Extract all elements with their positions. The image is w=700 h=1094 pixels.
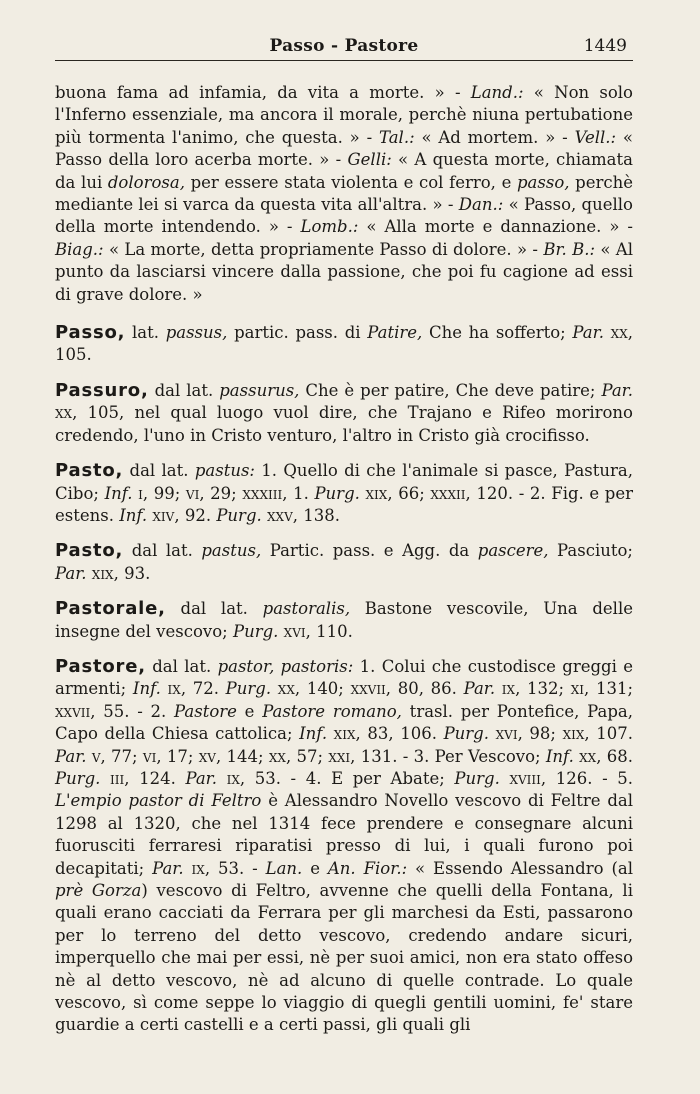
roman-numeral: xix [86,563,114,583]
text-run: lat. [125,323,166,343]
text-run: , 140; [294,679,351,699]
text-run: dal lat. [148,380,220,400]
continued-paragraph [55,82,633,306]
entry-headword: Pastore, [55,655,146,677]
text-run: perchè mediante lei si varca da questa vita all'altra. » - [55,172,633,215]
italic-text: pastoralis, [262,599,351,619]
roman-numeral: xx [268,746,286,766]
italic-text: Par. [55,746,87,766]
text-run: 1. Colui che custodisce greggi e armenti; [55,656,634,699]
text-run: , 72. [180,679,226,699]
dictionary-entry [55,656,633,1037]
roman-numeral: xvi [489,724,518,744]
italic-text: Par. [601,380,634,400]
entry-headword: Pasto, [55,540,124,562]
text-run: « Alla morte e dannazione. » - [358,217,633,237]
roman-numeral: xx [603,323,628,343]
text-run: , 29; [199,483,243,503]
italic-text: passurus, [219,380,300,400]
roman-numeral: xix [562,724,585,744]
roman-numeral: xxvii [55,701,91,721]
running-title: Passo - Pastore [269,36,419,56]
text-run: e [302,858,328,878]
text-run: , 124. [124,768,186,788]
roman-numeral: vi [142,746,157,766]
text-run: « Ad mortem. » - [414,127,575,147]
text-run: Bastone vescovile, Una delle insegne del vescovo; [55,599,634,641]
entry-headword: Pasto, [55,460,124,482]
text-run: partic. pass. di [227,323,368,343]
dictionary-entry [55,322,633,367]
dictionary-entry [55,460,633,527]
italic-text: Gelli: [347,150,392,170]
text-run: , 98; [517,724,563,744]
text-run: per essere stata violenta e col ferro, e [184,172,517,192]
roman-numeral: i [132,483,143,503]
page-number: 1449 [583,36,627,56]
dictionary-entry [55,598,633,643]
text-run: buona fama ad infamia, da vita a morte. » - [55,83,471,102]
entries-list [55,322,633,1037]
text-run: , 53. - [204,858,266,878]
text-run: Che è per patire, Che deve patire; [299,380,602,400]
text-run: , 66; [387,483,431,503]
text-run: dal lat. [123,541,202,561]
entry-headword: Pastorale, [55,598,166,620]
italic-text: Biag.: [55,239,104,259]
text-run: , 55. - 2. [90,701,175,721]
italic-text: An. Fior.: [327,858,408,878]
roman-numeral: vi [185,483,200,503]
italic-text: Inf. [299,724,328,744]
dictionary-page [55,0,633,1094]
text-run: , 80, 86. [385,679,464,699]
roman-numeral: ix [183,858,205,878]
italic-text: Inf. [545,746,574,766]
italic-text: Land.: [470,83,524,102]
text-run: , 68. [596,746,634,766]
roman-numeral: ix [160,679,181,699]
roman-numeral: xviii [499,768,541,788]
italic-text: Par. [185,768,217,788]
italic-text: pascere, [477,541,549,561]
text-run: « La morte, detta propriamente Passo di dolore. » - [103,239,544,259]
text-run: dal lat. [145,656,218,676]
italic-text: prè Gorza [55,881,142,900]
entry-headword: Passuro, [55,379,149,401]
italic-text: L'empio pastor di Feltro [55,791,262,811]
text-run: dal lat. [123,461,195,481]
text-run: è Alessandro Novello vescovo di Feltre dal 1298 al 1320, che nel 1314 fece prendere e consegnare alcuni fuorusciti ferraresi riparatisi presso di lui, i quali furono poi decapitati; [55,791,634,878]
roman-numeral: xv [198,746,216,766]
text-run: , 131. - 3. Per Vescovo; [350,746,546,766]
text-run: Pasciuto; [548,541,633,561]
text-run: , 126. - 5. [540,768,633,788]
text-run: , 110. [305,621,353,641]
roman-numeral: xxv [261,505,293,525]
roman-numeral: xxxiii [242,483,283,503]
roman-numeral: ix [216,768,240,788]
page-body [55,82,633,1037]
roman-numeral: xx [55,403,73,423]
roman-numeral: xxvii [350,679,386,699]
text-run: , 132; [515,679,571,699]
text-run: « Essendo Alessandro (al [407,858,634,878]
roman-numeral: xx [573,746,597,766]
dictionary-entry [55,540,633,585]
text-run: « Al punto da lasciarsi vincere dalla passione, che poi fu cagione ad essi di grave dolore. » [55,239,633,304]
text-run: , 107. [584,724,633,744]
roman-numeral: ix [495,679,516,699]
dictionary-entry [55,380,633,447]
italic-text: pastus: [194,461,255,481]
italic-text: Purg. [225,679,272,699]
italic-text: Inf. [132,679,161,699]
italic-text: Par. [572,323,604,343]
italic-text: passus, [165,323,228,343]
text-run: « Non solo l'Inferno essenziale, ma ancora il morale, perchè niuna pertubatione più tormenta l'animo, che questa. » - [55,83,633,147]
text-run: , 144; [215,746,269,766]
italic-text: dolorosa, [107,172,185,192]
italic-text: pastor, pastoris: [217,656,354,676]
italic-text: Par. [463,679,496,699]
italic-text: Purg. [232,621,279,641]
text-run: e [236,701,263,721]
italic-text: pastus, [201,541,262,561]
text-run: , 83, 106. [355,724,444,744]
text-run: , 105. [55,323,633,365]
italic-text: Purg. [314,483,360,503]
italic-text: Pastore [174,701,237,721]
italic-text: Inf. [104,483,133,503]
italic-text: passo, [516,172,570,192]
text-run: « Passo della loro acerba morte. » - [55,127,634,170]
roman-numeral: xvi [278,621,306,641]
roman-numeral: xxxii [430,483,466,503]
roman-numeral: xiv [147,505,175,525]
italic-text: Br. B.: [543,239,596,259]
italic-text: Purg. [216,505,262,525]
text-run: , 105, nel qual luogo vuol dire, che Trajano e Rifeo morirono credendo, l'uno in Cristo venturo, l'altro in Cristo già crocifisso. [55,403,633,445]
italic-text: Purg. [454,768,500,788]
text-run: , 57; [285,746,329,766]
italic-text: Pastore romano, [262,701,402,721]
italic-text: Tal.: [378,127,415,147]
text-run: , 77; [100,746,143,766]
text-run: dal lat. [165,599,263,619]
text-run: Che ha sofferto; [422,323,573,343]
text-run: , 92. [174,505,217,525]
text-run: « A questa morte, chiamata da lui [55,150,633,192]
text-run: ) vescovo di Feltro, avvenne che quelli della Fontana, li quali erano cacciati da Ferrara per gli marchesi da Esti, passarono per lo terreno del detto vescovo, credendo andare sicuri, imperquello che mai per essi, nè per suoi amici, non era stato offeso nè al detto vescovo, nè ad alcuno di quelle contrade. Lo quale vescovo, sì come seppe lo viaggio di quegli gentili uomini, fe' stare guardie a certi castelli e a certi passi, gli quali gli [55,881,633,1035]
text-run: , 120. - 2. Fig. e per estens. [55,483,634,525]
roman-numeral: xxi [328,746,351,766]
text-run: , 131; [584,679,634,699]
italic-text: Par. [55,563,87,583]
text-run: 1. Quello di che l'animale si pasce, Pastura, Cibo; [55,461,633,503]
roman-numeral: xix [359,483,388,503]
italic-text: Lomb.: [300,217,359,237]
text-run: , 17; [156,746,199,766]
text-run: , 93. [113,563,151,583]
roman-numeral: xi [570,679,585,699]
text-run: Partic. pass. e Agg. da [261,541,478,561]
italic-text: Lan. [265,858,303,878]
text-run: , 1. [282,483,315,503]
italic-text: Dan.: [458,195,504,215]
text-run: , 99; [142,483,186,503]
italic-text: Purg. [443,724,489,744]
italic-text: Inf. [119,505,148,525]
text-run: , 138. [292,505,340,525]
italic-text: Patire, [367,323,423,343]
running-header [55,32,633,61]
italic-text: Purg. [55,768,101,788]
italic-text: Vell.: [574,127,617,147]
text-run: « Passo, quello della morte intendendo. » - [55,195,633,237]
roman-numeral: iii [100,768,125,788]
text-run: trasl. per Pontefice, Papa, Capo della Chiesa cattolica; [55,701,633,744]
roman-numeral: v [86,746,101,766]
entry-headword: Passo, [55,322,126,344]
italic-text: Par. [152,858,184,878]
text-run: , 53. - 4. E per Abate; [239,768,455,788]
roman-numeral: xx [271,679,295,699]
roman-numeral: xix [327,724,356,744]
